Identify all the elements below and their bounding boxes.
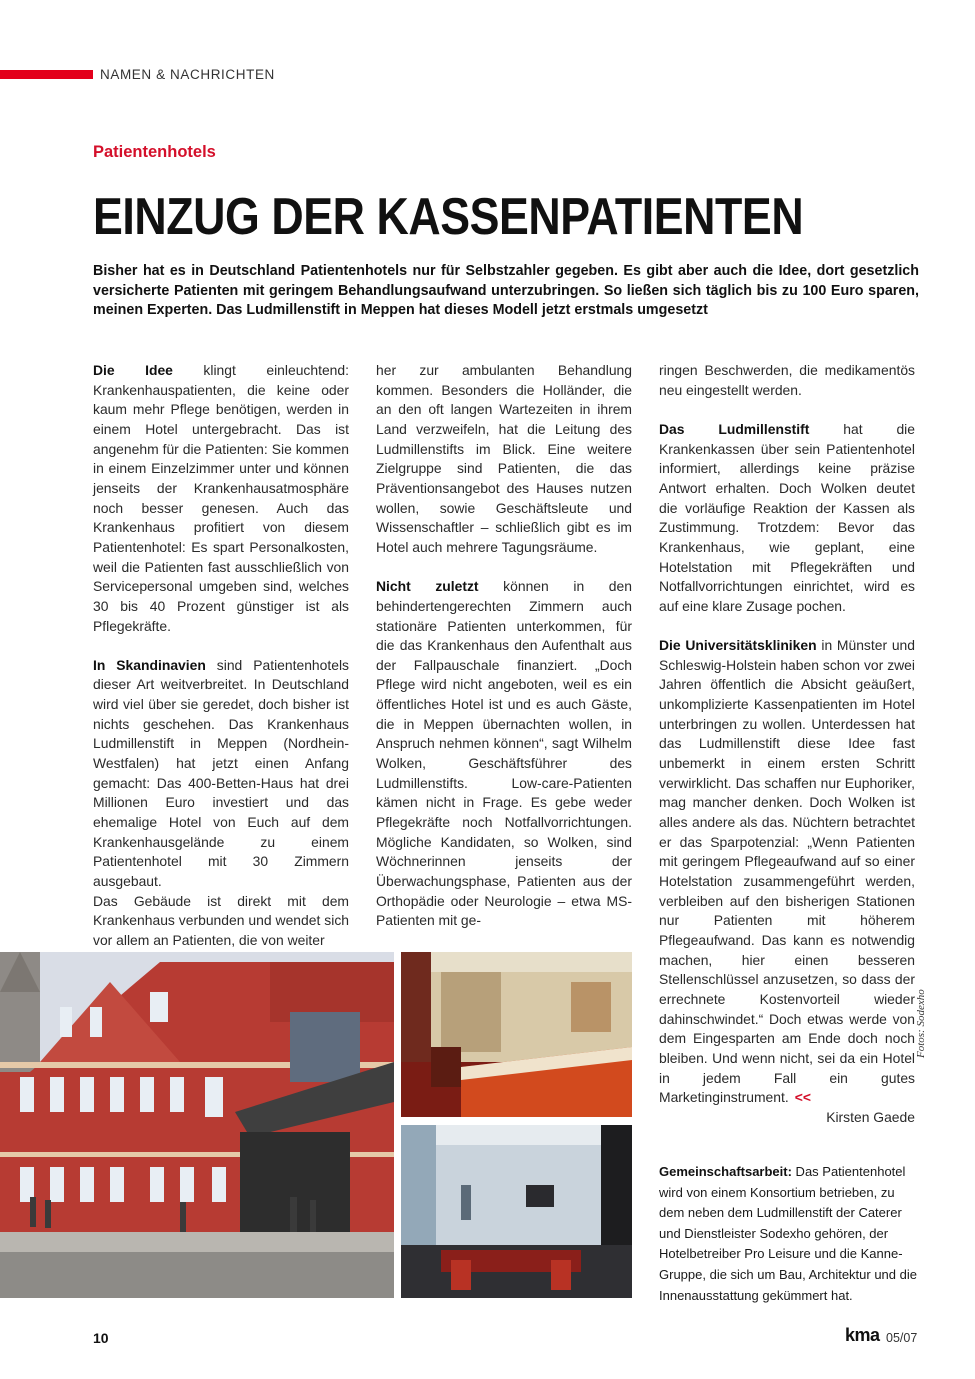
paragraph-text: Das Gebäude ist direkt mit dem Krankenhaus verbunden und wendet sich vor allem an Patienten, die von weiter [93, 892, 349, 949]
paragraph-lead-in: Die Universitätskliniken [659, 637, 817, 654]
paragraph [659, 420, 915, 617]
paragraph [93, 892, 349, 951]
caption-text: Das Patientenhotel wird von einem Konsortium betrieben, zu dem neben dem Ludmillenstift der Caterer und Dienstleister Sodexho gehören, der Hotelbetreiber Pro Leisure und die Kanne-Gruppe, die sich um Bau, Architektur und die Innenausstattung gekümmert hat. [659, 1164, 917, 1303]
page-number: 10 [93, 1330, 109, 1346]
section-accent-bar [0, 70, 93, 79]
paragraph-text: können in den behindertengerechten Zimmern auch stationäre Patienten unterkommen, für die das Krankenhaus den Aufenthalt aus der Fallpauschale finanziert. „Doch Pflege wird nicht angeboten, weil es ein öffentliches Hotel ist und es auch Gäste, die in Meppen übernachten wollen, in Anspruch nehmen können“, sagt Wilhelm Wolken, Geschäftsführer des Ludmillenstifts. Low-care-Patienten kämen nicht in Frage. Es gebe weder Pflegekräfte noch Notfallvorrichtungen. Mögliche Kandidaten, so Wolken, sind Wöchnerinnen jenseits der Überwachungsphase, Patienten aus der Orthopädie oder Neurologie – etwa MS-Patienten mit ge- [376, 578, 632, 929]
article-column-3 [659, 361, 915, 1128]
article-column-2 [376, 361, 632, 931]
hotel-room-photo [401, 952, 632, 1117]
paragraph [93, 361, 349, 636]
paragraph-lead-in: In Skandinavien [93, 656, 206, 673]
paragraph [659, 636, 915, 1108]
paragraph [376, 361, 632, 558]
article-kicker: Patientenhotels [93, 143, 216, 161]
end-mark: << [794, 1089, 811, 1106]
paragraph-text: in Münster und Schleswig-Holstein haben schon vor zwei Jahren öffentlich die Absicht geäußert, unkomplizierte Kassenpatienten im Hotel unterbringen zu wollen. Unterdessen hat das Ludmillenstift diese Idee fast unbemerkt in einem ersten Schritt verwirklicht. Das schaffen nur Euphoriker, mag mancher denken. Doch Wolken ist alles andere als das. Nüchtern betrachtet er das Sparpotenzial: „Wenn Patienten mit geringem Pflegeaufwand auf so einer Hotelstation zusammengeführt werden, verbleiben auf den bisherigen Stationen nur Patienten mit höherem Pflegeaufwand. Das kann es notwendig machen, hier einen besseren Stellenschlüssel anzusetzen, so dass der errechnete Kostenvorteil wieder dahinschwindet.“ Doch etwas werde von dem Eingesparten am Ende doch noch bleiben. Und wenn nicht, sei da ein Hotel in jedem Fall ein gutes Marketinginstrument. [659, 637, 916, 1106]
hotel-exterior-photo [0, 952, 394, 1298]
paragraph-text: sind Patientenhotels dieser Art weitverbreitet. In Deutschland wird viel über sie geredet, doch bisher ist nichts geschehen. Das Krankenhaus Ludmillenstift in Meppen (Nordhein-Westfalen) hat jetzt einen Anfang gemacht: Das 400-Betten-Haus hat drei Millionen Euro investiert und das ehemalige Hotel von Euch auf dem Krankenhausgelände zu einem Patientenhotel mit 30 Zimmern ausgebaut. [93, 656, 349, 890]
paragraph-lead-in: Nicht zuletzt [376, 578, 479, 595]
paragraph-lead-in: Die Idee [93, 362, 173, 378]
magazine-logo: kma [845, 1325, 880, 1345]
photo-caption [659, 1162, 919, 1306]
author-signature: Kirsten Gaede [826, 1108, 915, 1125]
paragraph-lead-in: Das Ludmillenstift [659, 420, 810, 437]
paragraph [376, 577, 632, 931]
issue-number: 05/07 [886, 1331, 918, 1345]
article-lead: Bisher hat es in Deutschland Patientenhotels nur für Selbstzahler gegeben. Es gibt aber auch die Idee, dort gesetzlich versicherte Patienten mit geringem Behandlungsaufwand unterzubringen. So ließen sich täglich bis zu 100 Euro sparen, meinen Experten. Das Ludmillenstift in Meppen hat dieses Modell jetzt erstmals umgesetzt [93, 263, 919, 319]
section-label: NAMEN & NACHRICHTEN [100, 67, 275, 82]
paragraph-text: klingt einleuchtend: Krankenhauspatienten, die keine oder kaum mehr Pflege benötigen, werden in einem Hotel untergebracht. Das ist angenehm für die Patienten: Sie kommen in einem Einzelzimmer unter und können jenseits der Krankenhausatmosphäre noch besser genesen. Auch das Krankenhaus profitiert von diesem Patientenhotel: Es spart Personalkosten, weil die Patienten fast ausschließlich von Servicepersonal umgeben sind, welches 30 bis 40 Prozent günstiger ist als Pflegekräfte. [93, 362, 349, 634]
article-headline: EINZUG DER KASSENPATIENTEN [93, 188, 804, 246]
paragraph-text: her zur ambulanten Behandlung kommen. Besonders die Holländer, die an den oft langen Wartezeiten in ihrem Land verzweifeln, hat die Leitung des Ludmillenstifts im Blick. Eine weitere Zielgruppe sind Patienten, die das Präventionsangebot des Hauses nutzen wollen, sowie Geschäftsleute und Wissenschaftler – schließlich gibt es im Hotel auch mehrere Tagungsräume. [376, 362, 632, 555]
paragraph-text: ringen Beschwerden, die medikamentös neu eingestellt werden. [659, 362, 915, 398]
paragraph [93, 656, 349, 892]
hotel-lounge-photo [401, 1125, 632, 1298]
paragraph-text: hat die Krankenkassen über sein Patientenhotel informiert, allerdings keine präzise Antwort erhalten. Doch Wolken deutet die vorläufige Reaktion der Kassen als Zustimmung. Trotzdem: Bevor das Krankenhaus, wie geplant, eine Hotelstation mit Pflegekräften und Notfallvorrichtungen einrichtet, wird es auf eine klare Zusage pochen. [659, 420, 915, 614]
article-column-1 [93, 361, 349, 951]
photo-credit: Fotos: Sodexho [915, 989, 927, 1058]
caption-lead-in: Gemeinschaftsarbeit: [659, 1164, 792, 1179]
paragraph [659, 361, 915, 400]
